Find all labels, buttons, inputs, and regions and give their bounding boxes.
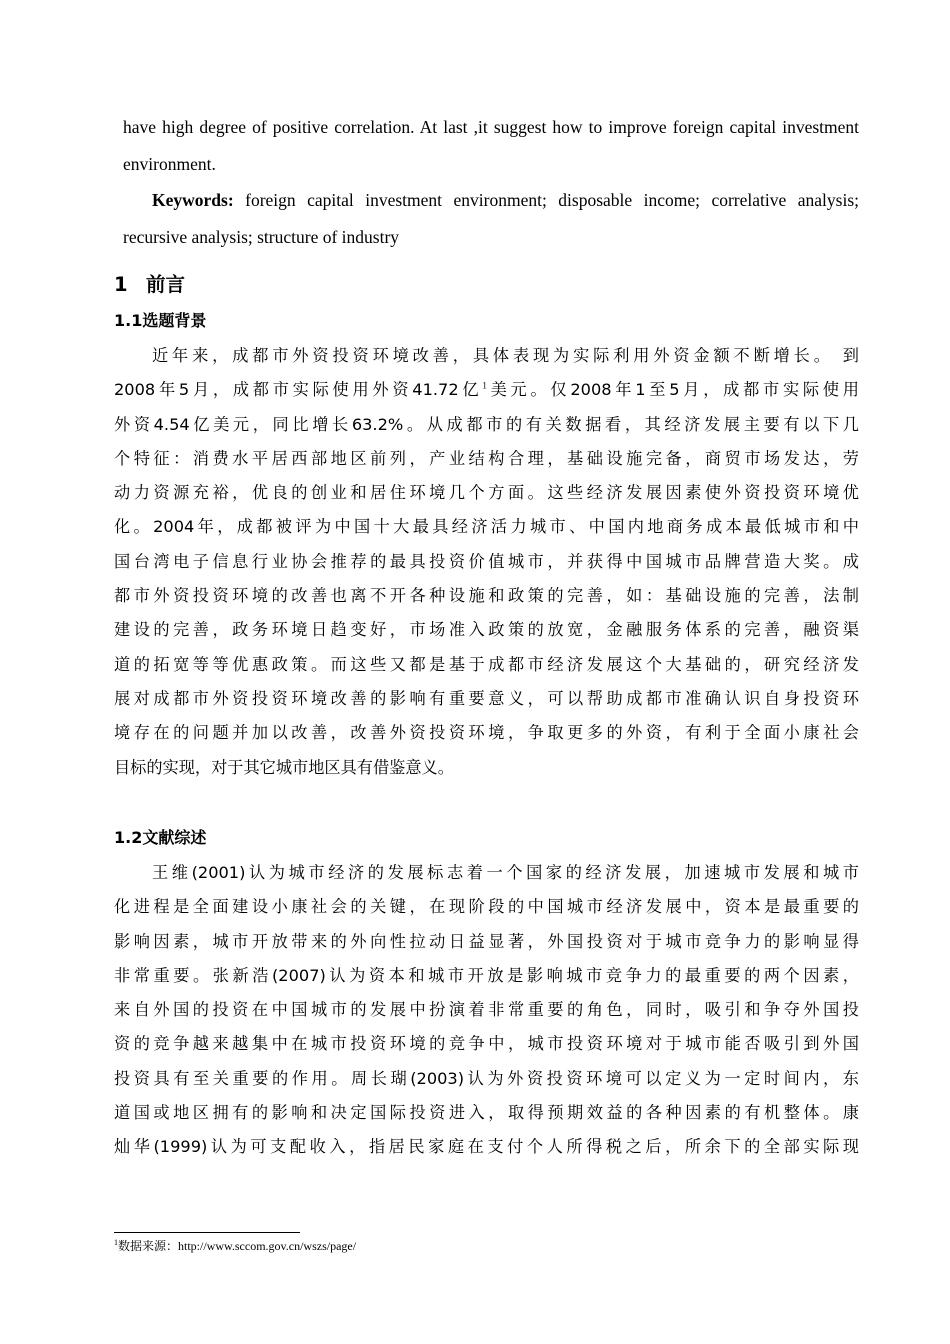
section-number: 1	[114, 273, 128, 296]
paragraph-line: 动力资源充裕，优良的创业和居住环境几个方面。这些经济发展因素使外资投资环境优	[114, 483, 859, 503]
footnote-mark: 1	[114, 1238, 118, 1247]
keywords-text: foreign capital investment environment; disposable income; correlative analysis; recursive analysis; structure of industry	[123, 190, 859, 247]
paragraph-line: 都市外资投资环境的改善也离不开各种设施和政策的完善，如：基础设施的完善，法制	[114, 586, 859, 606]
abstract-paragraph	[123, 109, 859, 183]
paragraph-line: 化。2004年，成都被评为中国十大最具经济活力城市、中国内地商务成本最低城市和中	[114, 517, 859, 537]
paragraph-line: 非常重要。张新浩(2007)认为资本和城市开放是影响城市竞争力的最重要的两个因素，	[114, 965, 859, 985]
paragraph-line: 个特征：消费水平居西部地区前列，产业结构合理，基础设施完备，商贸市场发达，劳	[114, 448, 859, 468]
section-heading	[114, 270, 185, 300]
footnote-reference[interactable]: 1	[482, 380, 487, 391]
paragraph-line: 近年来，成都市外资投资环境改善，具体表现为实际利用外资金额不断增长。 到	[152, 346, 859, 365]
footnote-divider	[114, 1232, 300, 1233]
paragraph-line: 目标的实现，对于其它城市地区具有借鉴意义。	[114, 757, 454, 777]
paragraph-line: 展对成都市外资投资环境改善的影响有重要意义，可以帮助成都市准确认识自身投资环	[114, 688, 859, 708]
paragraph-line: 投资具有至关重要的作用。周长瑚(2003)认为外资投资环境可以定义为一定时间内，东	[114, 1068, 859, 1088]
abstract-line: investment environment.	[123, 117, 859, 174]
literature-paragraph	[114, 856, 859, 1165]
paragraph-line: 道国或地区拥有的影响和决定国际投资进入，取得预期效益的各种因素的有机整体。康	[114, 1103, 859, 1123]
paragraph-line: 境存在的问题并加以改善，改善外资投资环境，争取更多的外资，有利于全面小康社会	[114, 723, 859, 743]
footnote	[114, 1238, 356, 1254]
subsection-heading: 1.2文献综述	[114, 828, 207, 847]
paragraph-line: 外资4.54亿美元，同比增长63.2%。从成都市的有关数据看，其经济发展主要有以下几	[114, 414, 859, 434]
paragraph-line: 2008年5月，成都市实际使用外资41.72亿$^1$美元。仅2008年1至5月，成都市实际使用	[114, 380, 859, 400]
section-title: 前言	[146, 273, 186, 296]
background-paragraph	[114, 339, 859, 785]
paragraph-line: 化进程是全面建设小康社会的关键，在现阶段的中国城市经济发展中，资本是最重要的	[114, 897, 859, 917]
paragraph-line: 王维(2001)认为城市经济的发展标志着一个国家的经济发展，加速城市发展和城市	[152, 863, 859, 882]
paragraph-line: 影响因素，城市开放带来的外向性拉动日益显著，外国投资对于城市竞争力的影响显得	[114, 931, 859, 951]
paragraph-line: 国台湾电子信息行业协会推荐的最具投资价值城市，并获得中国城市品牌营造大奖。成	[114, 551, 859, 571]
keywords-paragraph	[123, 182, 859, 256]
abstract-line: have high degree of positive correlation. At last ,it suggest how to improve foreign capital	[123, 117, 777, 137]
paragraph-line: 灿华(1999)认为可支配收入，指居民家庭在支付个人所得税之后，所余下的全部实际现	[114, 1137, 859, 1157]
paragraph-line: 资的竞争越来越集中在城市投资环境的竞争中，城市投资环境对于城市能否吸引到外国	[114, 1034, 859, 1054]
keywords-label: Keywords:	[152, 190, 234, 210]
paragraph-line: 来自外国的投资在中国城市的发展中扮演着非常重要的角色，同时，吸引和争夺外国投	[114, 1000, 859, 1020]
footnote-text: 数据来源：http://www.sccom.gov.cn/wszs/page/	[118, 1239, 357, 1253]
paragraph-line: 建设的完善，政务环境日趋变好，市场准入政策的放宽，金融服务体系的完善，融资渠	[114, 620, 859, 640]
paragraph-line: 道的拓宽等等优惠政策。而这些又都是基于成都市经济发展这个大基础的，研究经济发	[114, 654, 859, 674]
subsection-heading: 1.1选题背景	[114, 311, 207, 330]
